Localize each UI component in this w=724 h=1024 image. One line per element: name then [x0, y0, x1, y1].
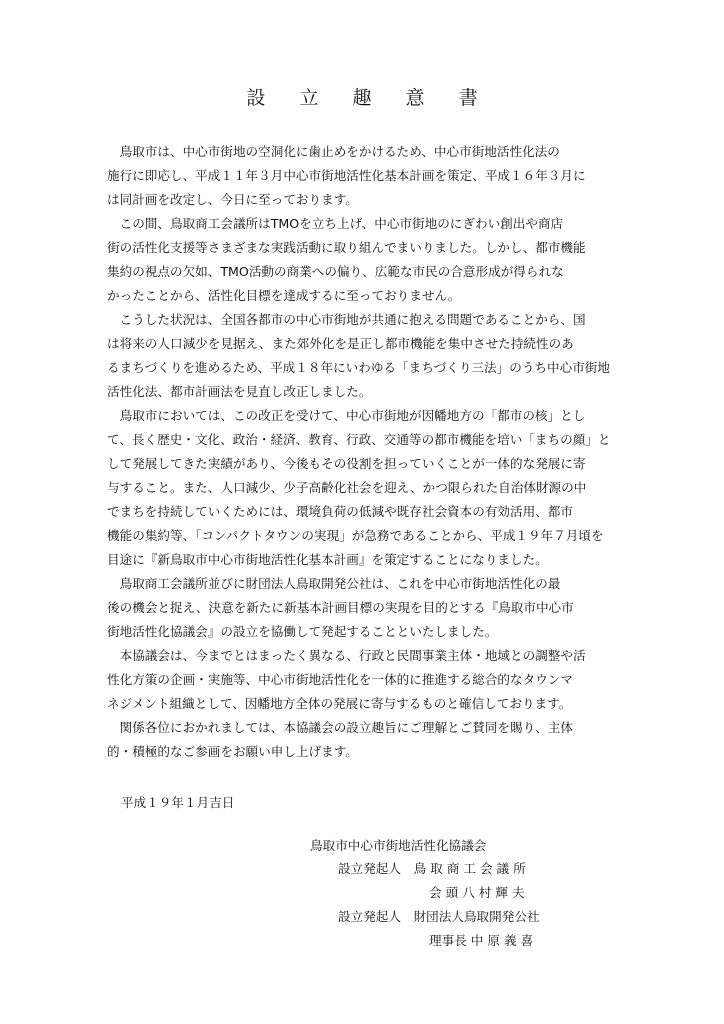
body-line: 本協議会は、今までとはまったく異なる、行政と民間事業主体・地域との調整や活 [107, 648, 586, 663]
body-line: 街地活性化協議会』の設立を協働して発起することといたしました。 [107, 624, 498, 639]
signature-line: 設立発起人 鳥 取 商 工 会 議 所 [338, 861, 526, 876]
body-line: ネジメント組織として、因幡地方全体の発展に寄与するものと確信しております。 [107, 696, 572, 711]
body-line: 集約の視点の欠如、TMO活動の商業への偏り、広範な市民の合意形成が得られな [107, 264, 564, 279]
body-line: 性化方策の企画・実施等、中心市街地活性化を一体的に推進する総合的なタウンマ [107, 672, 573, 687]
body-line: 的・積極的なご参画をお願い申し上げます。 [107, 744, 358, 759]
body-line: 鳥取市は、中心市街地の空洞化に歯止めをかけるため、中心市街地活性化法の [107, 144, 560, 159]
body-line: 活性化法、都市計画法を見直し改正しました。 [107, 384, 372, 399]
body-line: 街の活性化支援等さまざまな実践活動に取り組んでまいりました。しかし、都市機能 [107, 240, 586, 255]
body-line: かったことから、活性化目標を達成するに至っておりません。 [107, 288, 461, 303]
body-line: 目途に『新鳥取市中心市街地活性化基本計画』を策定することになりました。 [107, 552, 548, 567]
organization-name: 鳥取市中心市街地活性化協議会 [310, 838, 487, 853]
body-line: でまちを持続していくためには、環境負荷の低減や既存社会資本の有効活用、都市 [107, 504, 573, 519]
body-line: 施行に即応し、平成１１年３月中心市街地活性化基本計画を策定、平成１６年３月に [107, 168, 586, 183]
body-line: 鳥取市においては、この改正を受けて、中心市街地が因幡地方の「都市の核」とし [107, 408, 586, 423]
body-line: この間、鳥取商工会議所はTMOを立ち上げ、中心市街地のにぎわい創出や商店 [107, 216, 564, 231]
body-line: こうした状況は、全国各都市の中心市街地が共通に抱える問題であることから、国 [107, 312, 586, 327]
body-line: 後の機会と捉え、決意を新たに新基本計画目標の実現を目的とする『鳥取市中心市 [107, 600, 574, 615]
signature-line: 会 頭 八 村 輝 夫 [429, 885, 525, 900]
signature-line: 理事長 中 原 義 喜 [429, 933, 534, 948]
document-body [107, 140, 627, 764]
document-date: 平成１９年１月吉日 [121, 795, 235, 810]
body-line: して発展してきた実績があり、今後もその役割を担っていくことが一体的な発展に寄 [107, 456, 586, 471]
body-line: 関係各位におかれましては、本協議会の設立趣旨にご理解とご賛同を賜り、主体 [107, 720, 573, 735]
body-line: は同計画を改定し、今日に至っております。 [107, 192, 358, 207]
body-line: 与すること。また、人口減少、少子高齢化社会を迎え、かつ限られた自治体財源の中 [107, 480, 587, 495]
body-line: るまちづくりを進めるため、平成１８年にいわゆる「まちづくり三法」のうち中心市街地 [107, 360, 610, 375]
signature-line: 設立発起人 財団法人鳥取開発公社 [338, 909, 540, 924]
document-title: 設 立 趣 意 書 [246, 87, 492, 109]
body-line: 機能の集約等、「コンパクトタウンの実現」が急務であることから、平成１９年７月頃を [107, 528, 604, 543]
body-line: は将来の人口減少を見据え、また郊外化を是正し都市機能を集中させた持続性のあ [107, 336, 574, 351]
body-line: 鳥取商工会議所並びに財団法人鳥取開発公社は、これを中心市街地活性化の最 [107, 576, 561, 591]
body-line: て、長く歴史・文化、政治・経済、教育、行政、交通等の都市機能を培い「まちの顔」と [107, 432, 611, 447]
